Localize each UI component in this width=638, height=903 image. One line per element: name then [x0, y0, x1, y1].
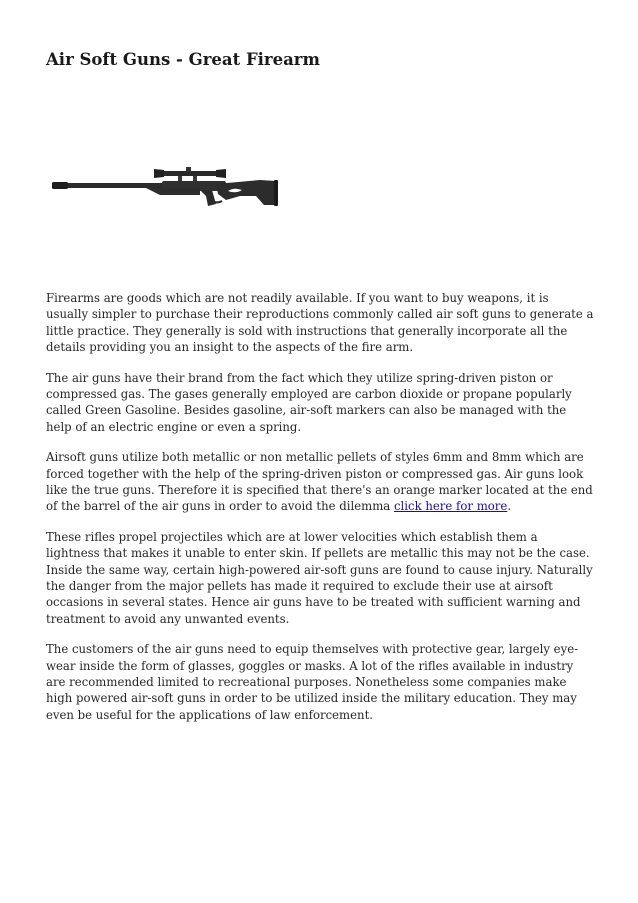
paragraph: Firearms are goods which are not readily available. If you want to buy weapons, it is usually simpler to purchase their reproductions commonly called air soft guns to generate a little practice. They generally is sold with instructions that generally incorporate all the details providing you an insight to the aspects of the fire arm. [46, 291, 594, 354]
paragraph: The air guns have their brand from the fact which they utilize spring-driven piston or compressed gas. The gases generally employed are carbon dioxide or propane popularly called Green Gasoline. Besides gasoline, air-soft markers can also be managed with the help of an electric engine or even a spring. [46, 370, 572, 434]
page-title: Air Soft Guns - Great Firearm [46, 50, 320, 69]
paragraph: These rifles propel projectiles which are at lower velocities which establish them a lightness that makes it unable to enter skin. If pellets are metallic this may not be the case. Inside the same way, certain high-powered air-soft guns are found to cause injury. Naturally the danger from the major pellets has made it required to exclude their use at airsoft occasions in several states. Hence air guns have to be treated with sufficient warning and treatment to avoid any unwanted events. [46, 530, 593, 626]
paragraph [46, 449, 594, 514]
click-here-link[interactable]: click here for more [394, 499, 508, 514]
air-rifle-icon [50, 158, 280, 218]
paragraph: The customers of the air guns need to equip themselves with protective gear, largely eye-wear inside the form of glasses, goggles or masks. A lot of the rifles available in industry are recommended limited to recreational purposes. Nonetheless some companies make high powered air-soft guns in order to be utilized inside the military education. They may even be useful for the applications of law enforcement. [46, 642, 579, 722]
paragraph-text: Airsoft guns utilize both metallic or non metallic pellets of styles 6mm and 8mm which are forced together with the help of the spring-driven piston or compressed gas. Air guns look like the true guns. Therefore it is specified that there's an orange marker located at the end of the barrel of the air guns in order to avoid the dilemma [46, 450, 593, 514]
article-body [46, 290, 594, 737]
paragraph-text-end: . [507, 499, 512, 514]
